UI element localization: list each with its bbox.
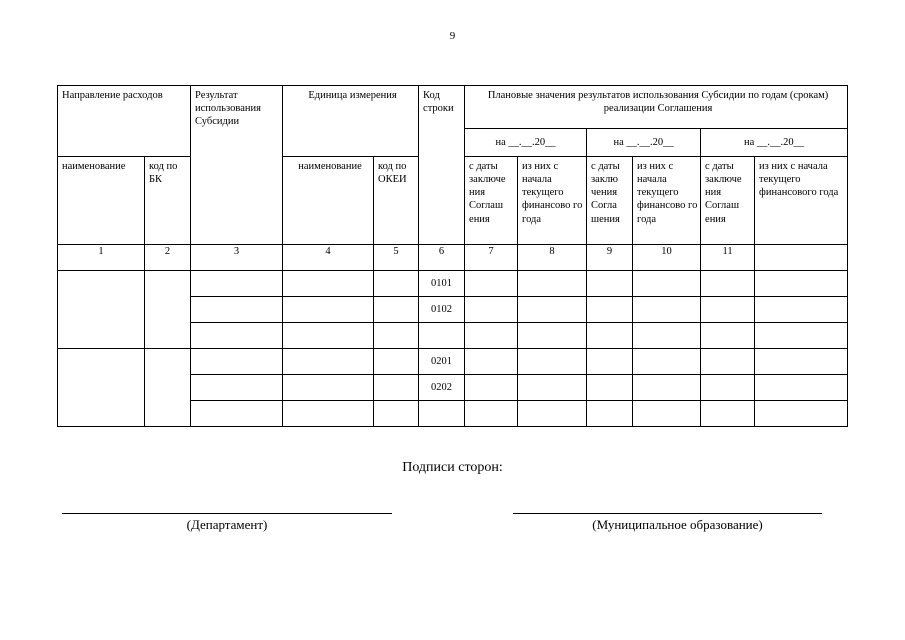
table-cell: [283, 271, 374, 297]
results-table: [57, 85, 848, 427]
table-cell: [755, 375, 848, 401]
table-cell: [374, 401, 419, 427]
header-code-okei: код по ОКЕИ: [374, 157, 419, 245]
column-number: 10: [633, 245, 701, 271]
table-cell: [465, 401, 518, 427]
table-cell: [465, 297, 518, 323]
table-cell: [191, 271, 283, 297]
signature-label-left: (Департамент): [186, 517, 268, 532]
table-cell: [518, 375, 587, 401]
table-cell: [701, 297, 755, 323]
table-cell: [633, 401, 701, 427]
signature-line-right: [513, 513, 822, 514]
header-code-bk: код по БК: [145, 157, 191, 245]
table-cell: [587, 323, 633, 349]
table-cell: [283, 349, 374, 375]
table-cell: [755, 271, 848, 297]
header-year-1: на __.__.20__: [465, 129, 587, 157]
table-cell: [465, 349, 518, 375]
table-cell: [755, 297, 848, 323]
row-code-cell: 0101: [419, 271, 465, 297]
table-row: [58, 349, 848, 375]
table-cell: [518, 271, 587, 297]
table-cell: [633, 349, 701, 375]
table-cell: [633, 323, 701, 349]
column-number: 7: [465, 245, 518, 271]
header-of-them-1: из них с начала текущего финансово го года: [518, 157, 587, 245]
table-cell: [374, 349, 419, 375]
row-code-cell: 0201: [419, 349, 465, 375]
table-cell: [587, 401, 633, 427]
column-number: 9: [587, 245, 633, 271]
table-cell: [374, 375, 419, 401]
table-cell: [518, 349, 587, 375]
table-cell: [465, 271, 518, 297]
header-unit: Единица измерения: [283, 86, 419, 157]
table-cell: [633, 297, 701, 323]
table-cell: [701, 271, 755, 297]
table-cell: [283, 375, 374, 401]
header-year-2: на __.__.20__: [587, 129, 701, 157]
column-number: [755, 245, 848, 271]
table-cell: [518, 401, 587, 427]
table-cell: [374, 323, 419, 349]
column-number: 1: [58, 245, 145, 271]
table-cell: [283, 297, 374, 323]
header-from-date-1: с даты заключе ния Соглаш ения: [465, 157, 518, 245]
table-cell: [191, 349, 283, 375]
header-from-date-2: с даты заклю чения Согла шения: [587, 157, 633, 245]
table-cell: [465, 323, 518, 349]
header-unit-name: наименование: [283, 157, 374, 245]
table-cell: [191, 401, 283, 427]
header-of-them-2: из них с начала текущего финансово го года: [633, 157, 701, 245]
signature-label-right: (Муниципальное образование): [592, 517, 763, 532]
table-cell: [374, 297, 419, 323]
table-cell: [701, 323, 755, 349]
row-code-cell: 0202: [419, 375, 465, 401]
header-result: Результат использования Субсидии: [191, 86, 283, 245]
column-number: 8: [518, 245, 587, 271]
expense-name-cell: [58, 271, 145, 349]
table-row: [58, 271, 848, 297]
row-code-cell: [419, 323, 465, 349]
table-cell: [755, 401, 848, 427]
table-cell: [191, 323, 283, 349]
header-planned-values: Плановые значения результатов использования Субсидии по годам (срокам) реализации Соглашения: [465, 86, 848, 129]
table-cell: [374, 271, 419, 297]
column-number: 6: [419, 245, 465, 271]
header-row-code: Код строки: [419, 86, 465, 245]
table-cell: [587, 297, 633, 323]
header-expense-name: наименование: [58, 157, 145, 245]
header-from-date-3: с даты заключе ния Соглаш ения: [701, 157, 755, 245]
table-cell: [283, 323, 374, 349]
code-bk-cell: [145, 349, 191, 427]
expense-name-cell: [58, 349, 145, 427]
table-cell: [755, 349, 848, 375]
table-cell: [701, 375, 755, 401]
header-expense-direction: Направление расходов: [58, 86, 191, 157]
table-cell: [633, 375, 701, 401]
table-cell: [191, 375, 283, 401]
table-cell: [633, 271, 701, 297]
table-cell: [587, 375, 633, 401]
table-cell: [283, 401, 374, 427]
signature-line-left: [62, 513, 392, 514]
table-cell: [587, 271, 633, 297]
table-cell: [701, 349, 755, 375]
code-bk-cell: [145, 271, 191, 349]
table-cell: [518, 297, 587, 323]
column-number: 2: [145, 245, 191, 271]
table-cell: [465, 375, 518, 401]
table-cell: [587, 349, 633, 375]
table-cell: [701, 401, 755, 427]
column-number: 3: [191, 245, 283, 271]
signatures-title: Подписи сторон:: [402, 460, 503, 475]
table-cell: [755, 323, 848, 349]
column-number: 11: [701, 245, 755, 271]
header-year-3: на __.__.20__: [701, 129, 848, 157]
column-number: 5: [374, 245, 419, 271]
table-cell: [191, 297, 283, 323]
column-number: 4: [283, 245, 374, 271]
page-number: 9: [449, 30, 456, 42]
header-of-them-3: из них с начала текущего финансового года: [755, 157, 848, 245]
row-code-cell: [419, 401, 465, 427]
row-code-cell: 0102: [419, 297, 465, 323]
table-cell: [518, 323, 587, 349]
column-number-row: [58, 245, 848, 271]
